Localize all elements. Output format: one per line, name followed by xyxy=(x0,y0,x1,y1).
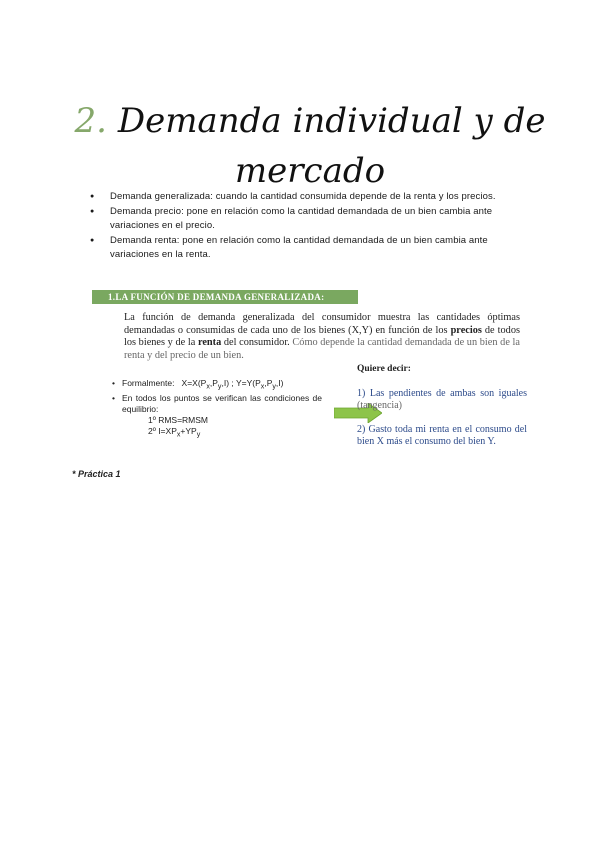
para-bold-precios: precios xyxy=(450,324,482,336)
para-bold-renta: renta xyxy=(197,337,222,348)
title-text: Demanda individual y de mercado xyxy=(117,101,546,191)
meaning-item-2: 2) Gasto toda mi renta en el consumo del bien X más el consumo del bien Y. xyxy=(357,424,527,447)
para-gray-note: Cómo depende la cantidad demandada de un bien de la renta y del precio de un bien. xyxy=(124,337,520,361)
bullet-demanda-precio: ● Demanda precio: pone en relación como la cantidad demandada de un bien cambia ante variaciones en el precio. xyxy=(90,205,530,233)
equilibrium-text: • En todos los puntos se verifican las condiciones de equilibrio: xyxy=(112,393,322,415)
bullet-demanda-renta: ● Demanda renta: pone en relación como la cantidad demandada de un bien cambia ante variaciones en la renta. xyxy=(90,234,530,262)
condition-2: 2º $I=XP_x+YP_y$ xyxy=(148,425,201,439)
formal-block xyxy=(112,378,322,440)
page-title xyxy=(60,96,560,196)
definition-list xyxy=(90,190,530,263)
condition-1: 1º RMS=RMSM xyxy=(148,414,209,425)
definition-paragraph xyxy=(124,312,520,362)
para-text-2: de todos los bienes y de la xyxy=(124,324,520,348)
section-heading: 1.LA FUNCIÓN DE DEMANDA GENERALIZADA: xyxy=(92,290,358,304)
equation-x: $X=X(P_x,P_y,I)$ ; xyxy=(181,378,234,391)
equation-y: $Y=Y(P_x,P_y,I)$ xyxy=(235,378,284,391)
para-text-1: La función de demanda generalizada del consumidor muestra las cantidades óptimas demandadas o consumidas de cada uno de los bienes (X,Y) en función de los xyxy=(124,312,520,336)
practica-label: * Práctica 1 xyxy=(72,469,121,479)
title-number: 2. xyxy=(74,101,107,141)
formal-label: Formalmente: xyxy=(122,378,175,388)
formal-row xyxy=(112,378,322,393)
meaning-item-1: 1) Las pendientes de ambas son iguales (tangencia) xyxy=(357,388,527,411)
right-heading: Quiere decir: xyxy=(357,364,411,374)
para-text-3: del consumidor. xyxy=(221,337,293,348)
bullet-demanda-generalizada: ● Demanda generalizada: cuando la cantidad consumida depende de la renta y los precios. xyxy=(90,190,530,204)
